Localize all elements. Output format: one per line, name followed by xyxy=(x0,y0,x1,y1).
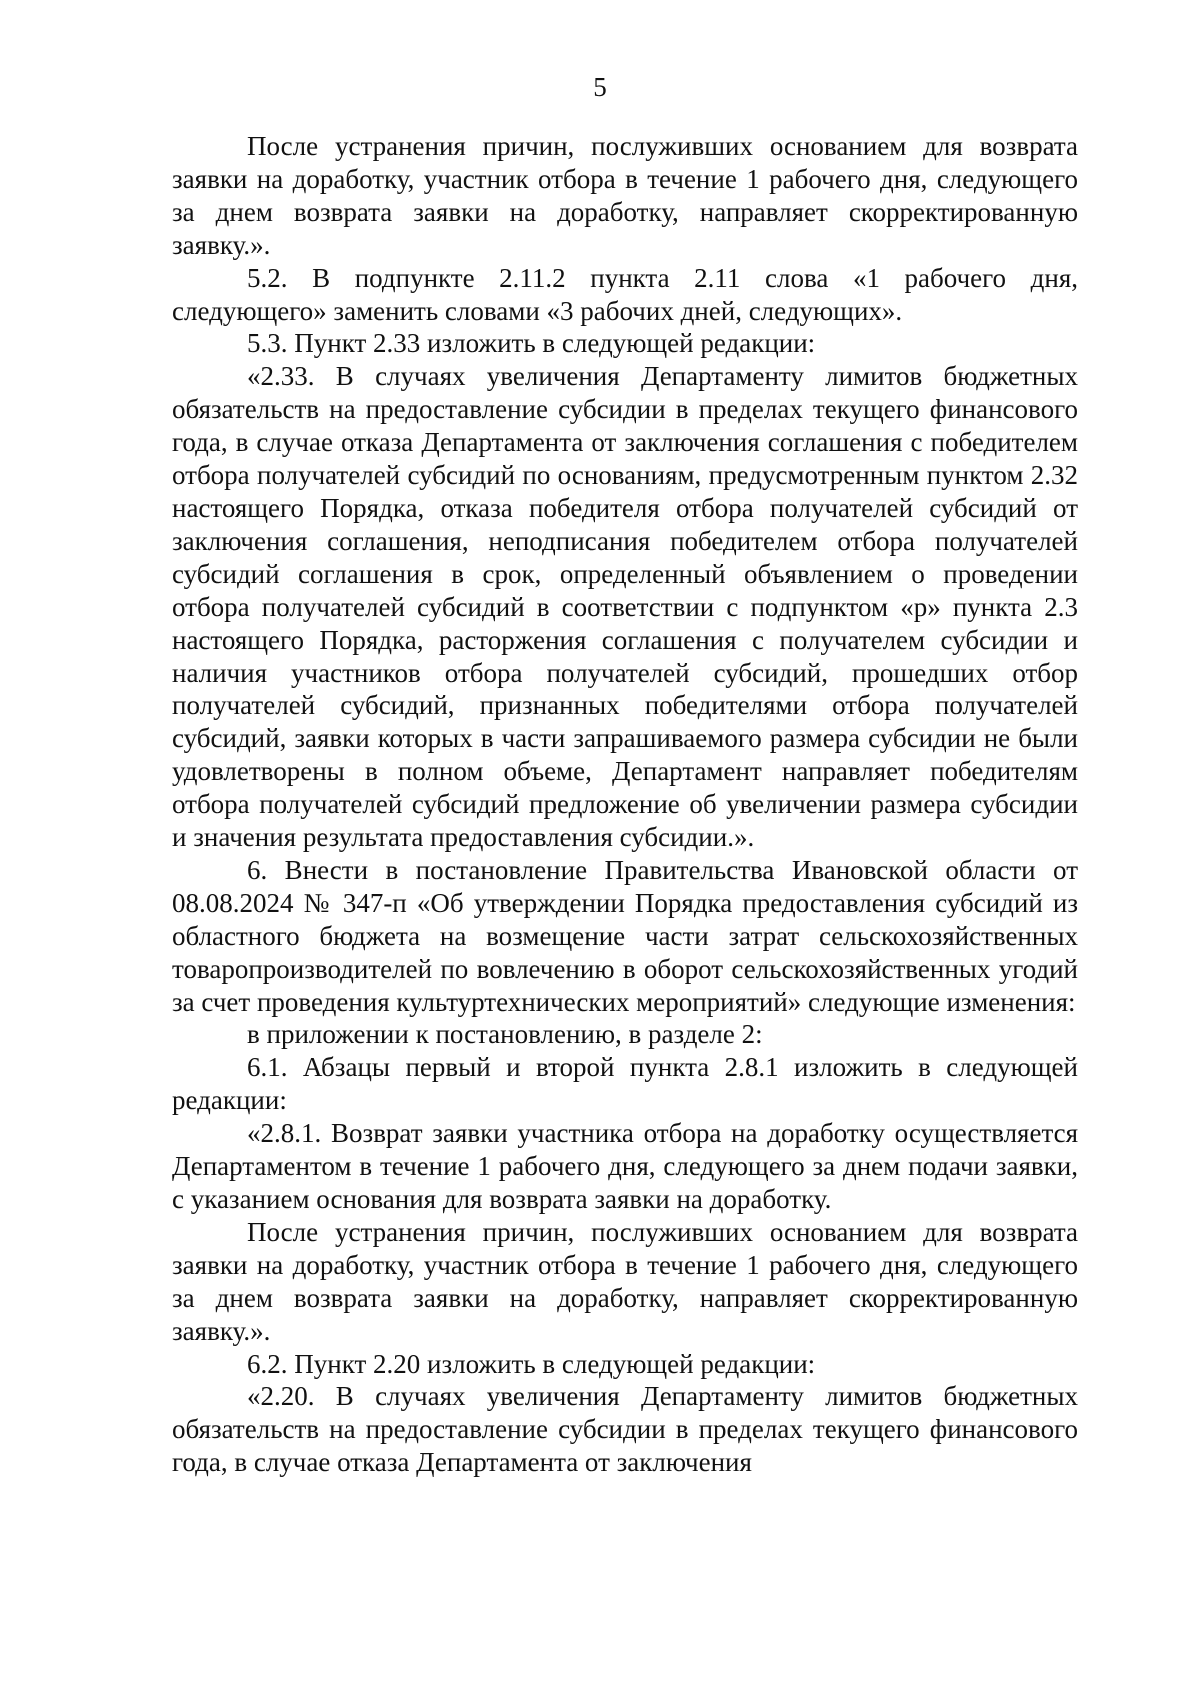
paragraph-6-2: 6.2. Пункт 2.20 изложить в следующей редакции: xyxy=(247,1348,816,1379)
paragraph-6: 6. Внести в постановление Правительства Ивановской области от 08.08.2024 № 347-п «Об утверждении Порядка предоставления субсидий из областного бюджета на возмещение части затрат сельскохозяйственных товаропроизводителей по вовлечению в оборот сельскохозяйственных угодий за счет проведения культуртехнических мероприятий» следующие изменения: xyxy=(172,854,1078,1017)
paragraph-clause-2-33: «2.33. В случаях увеличения Департаменту лимитов бюджетных обязательств на предоставление субсидии в пределах текущего финансового года, в случае отказа Департамента от заключения соглашения с победителем отбора получателей субсидий по основаниям, предусмотренным пунктом 2.32 настоящего Порядка, отказа победителя отбора получателей субсидий от заключения соглашения, неподписания победителем отбора получателей субсидий соглашения в срок, определенный объявлением о проведении отбора получателей субсидий в соответствии с подпунктом «р» пункта 2.3 настоящего Порядка, расторжения соглашения с получателем субсидии и наличия участников отбора получателей субсидий, прошедших отбор получателей субсидий, признанных победителями отбора получателей субсидий, заявки которых в части запрашиваемого размера субсидии не были удовлетворены в полном объеме, Департамент направляет победителям отбора получателей субсидий предложение об увеличении размера субсидии и значения результата предоставления субсидии.». xyxy=(172,361,1078,853)
paragraph-6-1: 6.1. Абзацы первый и второй пункта 2.8.1 изложить в следующей редакции: xyxy=(172,1052,1078,1116)
paragraph-resubmission-clause-2: После устранения причин, послуживших основанием для возврата заявки на доработку, участник отбора в течение 1 рабочего дня, следующего за днем возврата заявки на доработку, направляет скорректированную заявку.». xyxy=(172,1216,1078,1346)
paragraph-appendix-section-2: в приложении к постановлению, в разделе 2: xyxy=(247,1019,763,1050)
document-body xyxy=(172,130,1078,1479)
paragraph-resubmission-clause: После устранения причин, послуживших основанием для возврата заявки на доработку, участник отбора в течение 1 рабочего дня, следующего за днем возврата заявки на доработку, направляет скорректированную заявку.». xyxy=(172,131,1078,260)
paragraph-clause-2-20: «2.20. В случаях увеличения Департаменту лимитов бюджетных обязательств на предоставление субсидии в пределах текущего финансового года, в случае отказа Департамента от заключения xyxy=(172,1381,1078,1478)
paragraph-5-2: 5.2. В подпункте 2.11.2 пункта 2.11 слова «1 рабочего дня, следующего» заменить словами «3 рабочих дней, следующих». xyxy=(172,262,1078,326)
paragraph-clause-2-8-1: «2.8.1. Возврат заявки участника отбора на доработку осуществляется Департаментом в течение 1 рабочего дня, следующего за днем подачи заявки, с указанием основания для возврата заявки на доработку. xyxy=(172,1118,1078,1214)
paragraph-5-3: 5.3. Пункт 2.33 изложить в следующей редакции: xyxy=(247,328,816,359)
page-number: 5 xyxy=(593,72,607,102)
